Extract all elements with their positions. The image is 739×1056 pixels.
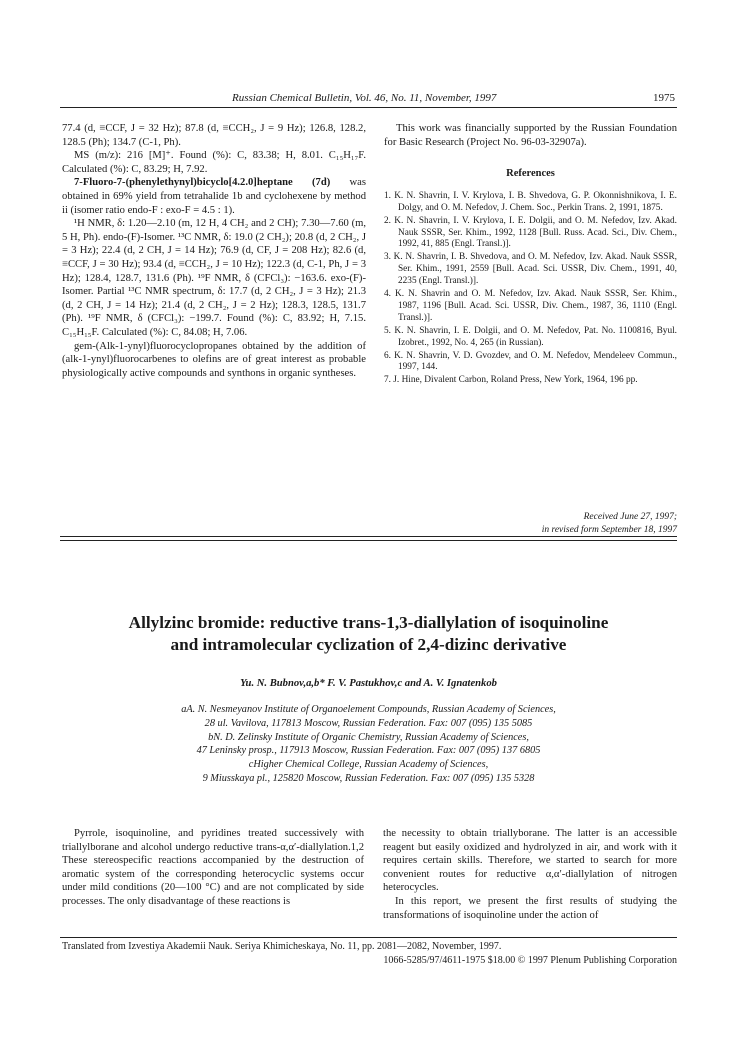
affiliation-line: bN. D. Zelinsky Institute of Organic Chemistry, Russian Academy of Sciences, (208, 731, 529, 743)
running-header (62, 92, 675, 108)
reference-item: 3. K. N. Shavrin, I. B. Shvedova, and O. M. Nefedov, Izv. Akad. Nauk SSSR, Ser. Khim., 1991, 2559 [Bull. Acad. Sci. USSR, Div. Chem., 1991, 40, 2235 (Engl. Transl.)]. (384, 252, 677, 287)
body-paragraph: In this report, we present the first results of studying the transformations of isoquinoline under the action of (383, 895, 677, 921)
right-column (384, 122, 677, 388)
translation-note: Translated from Izvestiya Akademii Nauk. Seriya Khimicheskaya, No. 11, pp. 2081—2082, November, 1997. (62, 941, 502, 952)
affiliation-line: 9 Miusskaya pl., 125820 Moscow, Russian Federation. Fax: 007 (095) 135 5328 (202, 772, 535, 784)
body-paragraph: Pyrrole, isoquinoline, and pyridines treated successively with triallylborane and alcohol undergo reductive trans-α,α′-diallylation.1,2 These stereospecific reactions accompanied by the destruction of aromatic system of the corresponding heterocyclic systems occur under mild conditions (20—100 °C) and are not complicated by side processes. The only disadvantage of these reactions is (62, 828, 364, 907)
ms-data: MS (m/z): 216 [M]⁺. Found (%): C, 83.38; H, 8.01. C₁₅H₁₇F. Calculated (%): C, 83.29; H, 7.92. (62, 150, 366, 175)
page-footer (62, 940, 677, 967)
affiliation-line: 28 ul. Vavilova, 117813 Moscow, Russian Federation. Fax: 007 (095) 135 5085 (204, 717, 533, 729)
affiliation-line: aA. N. Nesmeyanov Institute of Organoelement Compounds, Russian Academy of Sciences, (181, 704, 556, 715)
article-title-line-2: and intramolecular cyclization of 2,4-dizinc derivative (170, 634, 567, 654)
left-column (62, 122, 366, 380)
affiliation-line: cHigher Chemical College, Russian Academy of Sciences, (248, 759, 489, 771)
page-number: 1975 (653, 92, 675, 104)
reference-item: 4. K. N. Shavrin and O. M. Nefedov, Izv. Akad. Nauk SSSR, Ser. Khim., 1987, 1196 [Bull. Acad. Sci. USSR, Div. Chem., 1987, 36, 1110 (Engl. Transl.)]. (384, 289, 677, 323)
article-body-left (62, 827, 364, 909)
reference-item: 7. J. Hine, Divalent Carbon, Roland Press, New York, 1964, 196 pp. (384, 375, 638, 386)
article-authors: Yu. N. Bubnov,a,b* F. V. Pastukhov,c and A. V. Ignatenkob (240, 678, 497, 689)
article-body-right (383, 827, 677, 922)
compound-description: was obtained in 69% yield from tetrahalide 1b and cyclohexene by method ii (isomer ratio endo-F : exo-F = 4.5 : 1). (62, 177, 366, 216)
article-title-line-1: Allylzinc bromide: reductive trans-1,3-diallylation of isoquinoline (128, 613, 609, 632)
reference-item: 6. K. N. Shavrin, V. D. Gvozdev, and O. M. Nefedov, Mendeleev Commun., 1997, 144. (384, 350, 677, 373)
copyright-line: 1066-5285/97/4611-1975 $18.00 © 1997 Plenum Publishing Corporation (383, 954, 677, 966)
body-paragraph: the necessity to obtain triallyborane. The latter is an accessible reagent but easily oxidized and hydrolyzed in air, and work with it requires certain skills. Therefore, we started to search for more convenient routes for reductive α,α′-diallylation of nitrogen heterocycles. (383, 828, 677, 894)
affiliations (60, 703, 677, 786)
compound-title: 7-Fluoro-7-(phenylethynyl)bicyclo[4.2.0]heptane (7d) (74, 177, 331, 189)
affiliation-line: 47 Leninsky prosp., 117913 Moscow, Russian Federation. Fax: 007 (095) 137 6805 (196, 745, 541, 757)
article-separator (60, 536, 677, 541)
revised-date: in revised form September 18, 1997 (541, 524, 677, 535)
references-heading: References (506, 168, 555, 180)
reference-item: 1. K. N. Shavrin, I. V. Krylova, I. B. Shvedova, G. P. Okonnishnikova, I. E. Dolgy, and O. M. Nefedov, J. Chem. Soc., Perkin Trans. 2, 1991, 1875. (384, 190, 677, 213)
nmr-continuation: 77.4 (d, ≡CCF, J = 32 Hz); 87.8 (d, ≡CCH₂, J = 9 Hz); 126.8, 128.2, 128.5 (Ph); 134.7 (C-1, Ph). (62, 123, 366, 148)
compound-paragraph (62, 176, 366, 217)
reference-item: 2. K. N. Shavrin, I. V. Krylova, I. E. Dolgii, and O. M. Nefedov, Izv. Akad. Nauk SSSR, Ser. Khim., 1992, 1128 [Bull. Russ. Acad. Sci., Div. Chem., 1992, 41, 885 (Engl. Transl.)]. (384, 215, 677, 250)
acknowledgement: This work was financially supported by the Russian Foundation for Basic Research (Project No. 96-03-32907a). (384, 123, 677, 148)
nmr-data: ¹H NMR, δ: 1.20—2.10 (m, 12 H, 4 CH₂ and 2 CH); 7.30—7.60 (m, 5 H, Ph). endo-(F)-Isomer. ¹³C NMR, δ: 19.0 (2 CH₂); 20.8 (d, 2 CH₂, J = 3 Hz); 22.4 (d, 2 CH, J = 14 Hz); 76.9 (d, CF, J = 208 Hz); 82.6 (d, ≡CCF, J = 30 Hz); 93.4 (d, ≡CCH₂, J = 10 Hz); 122.3 (d, C-1, Ph, J = 3 Hz); 128.4, 128.7, 131.6 (Ph). ¹⁹F NMR, δ (CFCl₃): −163.6. exo-(F)-Isomer. Partial ¹³C NMR spectrum, δ: 17.7 (d, 2 CH₂, J = 3 Hz); 21.3 (d, 2 CH, J = 14 Hz); 21.4 (d, 2 CH₂, J = 2 Hz); 128.3, 128.5, 131.7 (Ph). ¹⁹F NMR, δ (CFCl₃): −199.7. Found (%): C, 83.92; H, 7.15. C₁₅H₁₅F. Calculated (%): C, 84.08; H, 7.06. (62, 218, 366, 338)
footer-rule (60, 937, 677, 938)
received-date: Received June 27, 1997; (583, 512, 677, 522)
received-dates (384, 511, 677, 536)
article-title (60, 612, 677, 655)
reference-item: 5. K. N. Shavrin, I. E. Dolgii, and O. M. Nefedov, Pat. No. 1100816, Byul. Izobret., 1992, No. 4, 265 (in Russian). (384, 325, 677, 348)
conclusion-paragraph: gem-(Alk-1-ynyl)fluorocyclopropanes obtained by the addition of (alk-1-ynyl)fluorocarbenes to olefins are of great interest as probable physiologically active compounds and synthons in organic syntheses. (62, 340, 366, 379)
running-title: Russian Chemical Bulletin, Vol. 46, No. 11, November, 1997 (232, 92, 497, 104)
header-rule (60, 107, 677, 108)
